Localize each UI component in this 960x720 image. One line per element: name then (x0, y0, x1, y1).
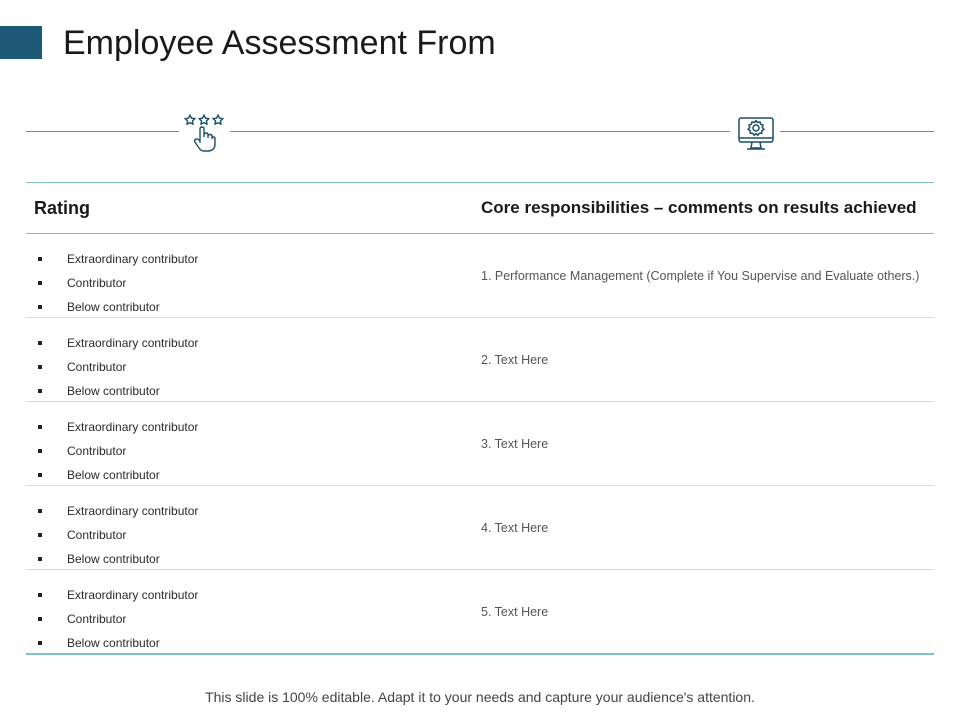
rating-option-label: Extraordinary contributor (67, 336, 199, 350)
comment-cell (481, 570, 934, 653)
rating-option (34, 523, 481, 547)
rating-option (34, 379, 481, 403)
comment-text: 2. Text Here (481, 352, 549, 367)
bullet-square-icon (38, 593, 42, 597)
bullet-square-icon (38, 365, 42, 369)
rating-option (34, 607, 481, 631)
rating-option (34, 439, 481, 463)
rating-option-label: Extraordinary contributor (67, 588, 199, 602)
rating-cell (26, 318, 481, 401)
table-row (26, 569, 934, 655)
rating-option-label: Below contributor (67, 384, 160, 398)
rating-option-label: Extraordinary contributor (67, 504, 199, 518)
header-core-responsibilities: Core responsibilities – comments on results achieved (481, 198, 917, 217)
table-row (26, 234, 934, 317)
rating-option (34, 583, 481, 607)
bullet-square-icon (38, 257, 42, 261)
bullet-square-icon (38, 509, 42, 513)
bullet-square-icon (38, 449, 42, 453)
rating-options (34, 486, 481, 571)
bullet-square-icon (38, 641, 42, 645)
rating-options (34, 402, 481, 487)
bullet-square-icon (38, 533, 42, 537)
bullet-square-icon (38, 425, 42, 429)
rating-option (34, 631, 481, 655)
rating-option (34, 547, 481, 571)
bullet-square-icon (38, 473, 42, 477)
rating-option-label: Contributor (67, 612, 127, 626)
page-title: Employee Assessment From (63, 24, 496, 62)
rating-stars-hand-icon (183, 113, 225, 153)
divider-line-right (780, 131, 934, 132)
assessment-table (26, 182, 934, 655)
table-header-row (26, 182, 934, 234)
rating-options (34, 318, 481, 403)
rating-options (34, 570, 481, 655)
rating-option (34, 247, 481, 271)
bullet-square-icon (38, 341, 42, 345)
table-row (26, 317, 934, 401)
comment-text: 1. Performance Management (Complete if You Supervise and Evaluate others.) (481, 268, 920, 283)
table-row (26, 401, 934, 485)
bullet-square-icon (38, 389, 42, 393)
rating-cell (26, 486, 481, 569)
table-row (26, 485, 934, 569)
rating-option (34, 331, 481, 355)
rating-option-label: Below contributor (67, 300, 160, 314)
footer-note: This slide is 100% editable. Adapt it to your needs and capture your audience's attention. (205, 689, 755, 705)
rating-option-label: Contributor (67, 444, 127, 458)
rating-option-label: Below contributor (67, 552, 160, 566)
bullet-square-icon (38, 305, 42, 309)
rating-option (34, 499, 481, 523)
bullet-square-icon (38, 557, 42, 561)
rating-option (34, 463, 481, 487)
comment-cell (481, 402, 934, 485)
monitor-gear-icon (736, 113, 776, 153)
rating-option-label: Extraordinary contributor (67, 420, 199, 434)
rating-option-label: Below contributor (67, 468, 160, 482)
header-cell-core (481, 197, 934, 219)
rating-cell (26, 570, 481, 653)
divider-line-middle (230, 131, 730, 132)
rating-option (34, 271, 481, 295)
rating-option-label: Below contributor (67, 636, 160, 650)
comment-text: 5. Text Here (481, 604, 549, 619)
rating-option (34, 295, 481, 319)
bullet-square-icon (38, 281, 42, 285)
rating-option (34, 355, 481, 379)
comment-cell (481, 234, 934, 317)
header-rating: Rating (34, 197, 90, 218)
divider-line-left (26, 131, 179, 132)
rating-options (34, 234, 481, 319)
rating-option-label: Contributor (67, 528, 127, 542)
rating-option-label: Contributor (67, 360, 127, 374)
comment-text: 4. Text Here (481, 520, 549, 535)
rating-option-label: Extraordinary contributor (67, 252, 199, 266)
rating-cell (26, 402, 481, 485)
rating-option-label: Contributor (67, 276, 127, 290)
header-cell-rating (26, 198, 481, 219)
comment-cell (481, 318, 934, 401)
comment-cell (481, 486, 934, 569)
rating-option (34, 415, 481, 439)
title-accent-block (0, 26, 42, 59)
rating-cell (26, 234, 481, 317)
comment-text: 3. Text Here (481, 436, 549, 451)
bullet-square-icon (38, 617, 42, 621)
